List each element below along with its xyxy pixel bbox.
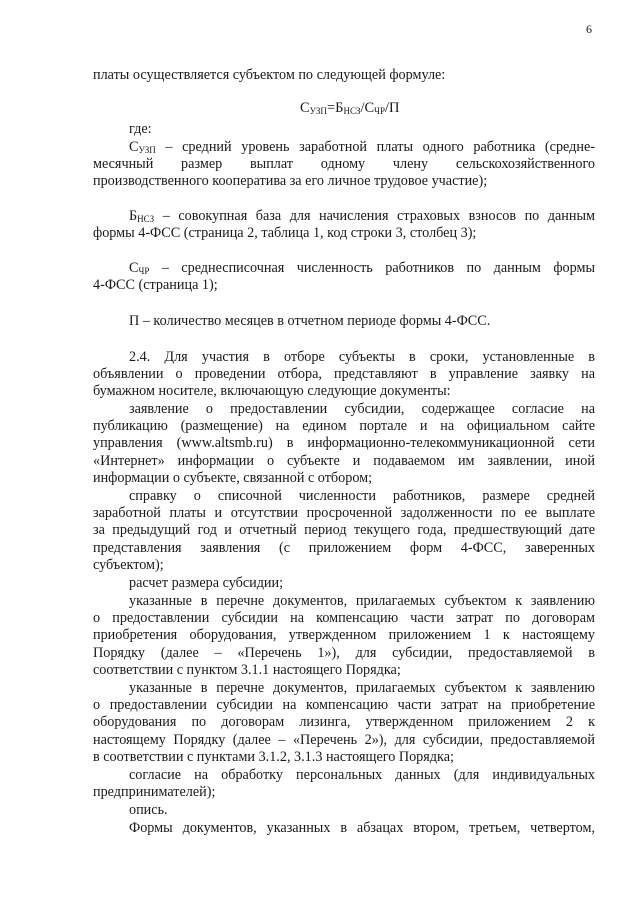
reference-line-5: субъектом); [93, 557, 164, 573]
def-bnsz-symbol: Б [129, 208, 138, 224]
statement-line-4: «Интернет» информации о субъекте и подаваемом им заявлении, иной [93, 453, 595, 469]
def-suzp-line-1 [129, 140, 595, 155]
consent-line-2: предпринимателей); [93, 784, 216, 800]
reference-line-2: заработной платы и отсутствии просроченной задолженности по ее выплате [93, 505, 595, 521]
def-suzp-subscript: УЗП [138, 145, 156, 155]
formula-divide-s: /С [360, 100, 375, 116]
consent-line-1: согласие на обработку персональных данных (для индивидуальных [129, 767, 595, 783]
def-bnsz-line-2: формы 4-ФСС (страница 2, таблица 1, код строки 3, столбец 3); [93, 225, 477, 241]
formula-sub-nsz: НСЗ [343, 106, 361, 116]
def-p-line: П – количество месяцев в отчетном периоде формы 4-ФСС. [129, 313, 491, 329]
def-schr-line-1 [129, 261, 595, 276]
formula [300, 101, 400, 116]
formula-equals-b: =Б [326, 100, 344, 116]
statement-line-5: информации о субъекте, связанной с отбором; [93, 470, 373, 486]
reference-line-3: за предыдущий год и отчетный период текущего года, предшествующий дате [93, 522, 595, 538]
list1-line-5: соответствии с пунктом 3.1.1 настоящего Порядка; [93, 662, 401, 678]
page-number: 6 [586, 22, 592, 36]
def-bnsz-subscript: НСЗ [137, 214, 155, 224]
statement-line-3: управления (www.altsmb.ru) в информационно-телекоммуникационной сети [93, 435, 595, 451]
reference-line-1: справку о списочной численности работников, размере средней [129, 488, 595, 504]
list2-line-4: настоящему Порядку (далее – «Перечень 2»), для субсидии, предоставляемой [93, 732, 595, 748]
def-schr-text-1: – среднесписочная численность работников по данным формы [149, 260, 595, 276]
list2-line-1: указанные в перечне документов, прилагаемых субъектом к заявлению [129, 680, 595, 696]
intro-line: платы осуществляется субъектом по следующей формуле: [93, 67, 446, 83]
list2-line-3: оборудования по договорам лизинга, утвержденном приложением 2 к [93, 714, 595, 730]
p24-line-1: 2.4. Для участия в отборе субъекты в сроки, установленные в [129, 349, 595, 365]
list2-line-5: в соответствии с пунктами 3.1.2, 3.1.3 настоящего Порядка; [93, 749, 454, 765]
def-suzp-symbol: С [129, 139, 139, 155]
def-schr-line-2: 4-ФСС (страница 1); [93, 277, 218, 293]
where-label: где: [129, 121, 152, 137]
calc-line: расчет размера субсидии; [129, 575, 284, 591]
list1-line-3: приобретения оборудования, утвержденном приложением 1 к настоящему [93, 627, 595, 643]
def-suzp-line-2: месячный размер выплат одному члену сельскохозяйственного [93, 156, 595, 172]
list1-line-2: о предоставлении субсидии на компенсацию части затрат по договорам [93, 610, 595, 626]
inventory-line: опись. [129, 802, 168, 818]
def-suzp-text-1: – средний уровень заработной платы одного работника (средне- [155, 139, 595, 155]
def-schr-symbol: С [129, 260, 139, 276]
def-suzp-line-3: производственного кооператива за его личное трудовое участие); [93, 173, 488, 189]
formula-symbol-s: С [300, 100, 310, 116]
reference-line-4: представления заявления (с приложением форм 4-ФСС, заверенных [93, 540, 595, 556]
def-bnsz-line-1 [129, 209, 595, 224]
def-bnsz-text-1: – совокупная база для начисления страховых взносов по данным [154, 208, 595, 224]
list1-line-1: указанные в перечне документов, прилагаемых субъектом к заявлению [129, 593, 595, 609]
list1-line-4: Порядку (далее – «Перечень 1»), для субсидии, предоставляемой в [93, 645, 595, 661]
def-schr-subscript: ЧР [138, 266, 150, 276]
formula-sub-chr: ЧР [374, 106, 386, 116]
p24-line-2: объявлении о проведении отбора, представляют в управление заявку на [93, 366, 595, 382]
formula-sub-uzp: УЗП [309, 106, 327, 116]
list2-line-2: о предоставлении субсидии на компенсацию части затрат на приобретение [93, 697, 595, 713]
statement-line-2: публикацию (размещение) на едином портале и на официальном сайте [93, 418, 595, 434]
statement-line-1: заявление о предоставлении субсидии, содержащее согласие на [129, 401, 595, 417]
formula-divide-p: /П [385, 100, 400, 116]
forms-line-1: Формы документов, указанных в абзацах втором, третьем, четвертом, [129, 820, 595, 836]
p24-line-3: бумажном носителе, включающую следующие документы: [93, 383, 451, 399]
